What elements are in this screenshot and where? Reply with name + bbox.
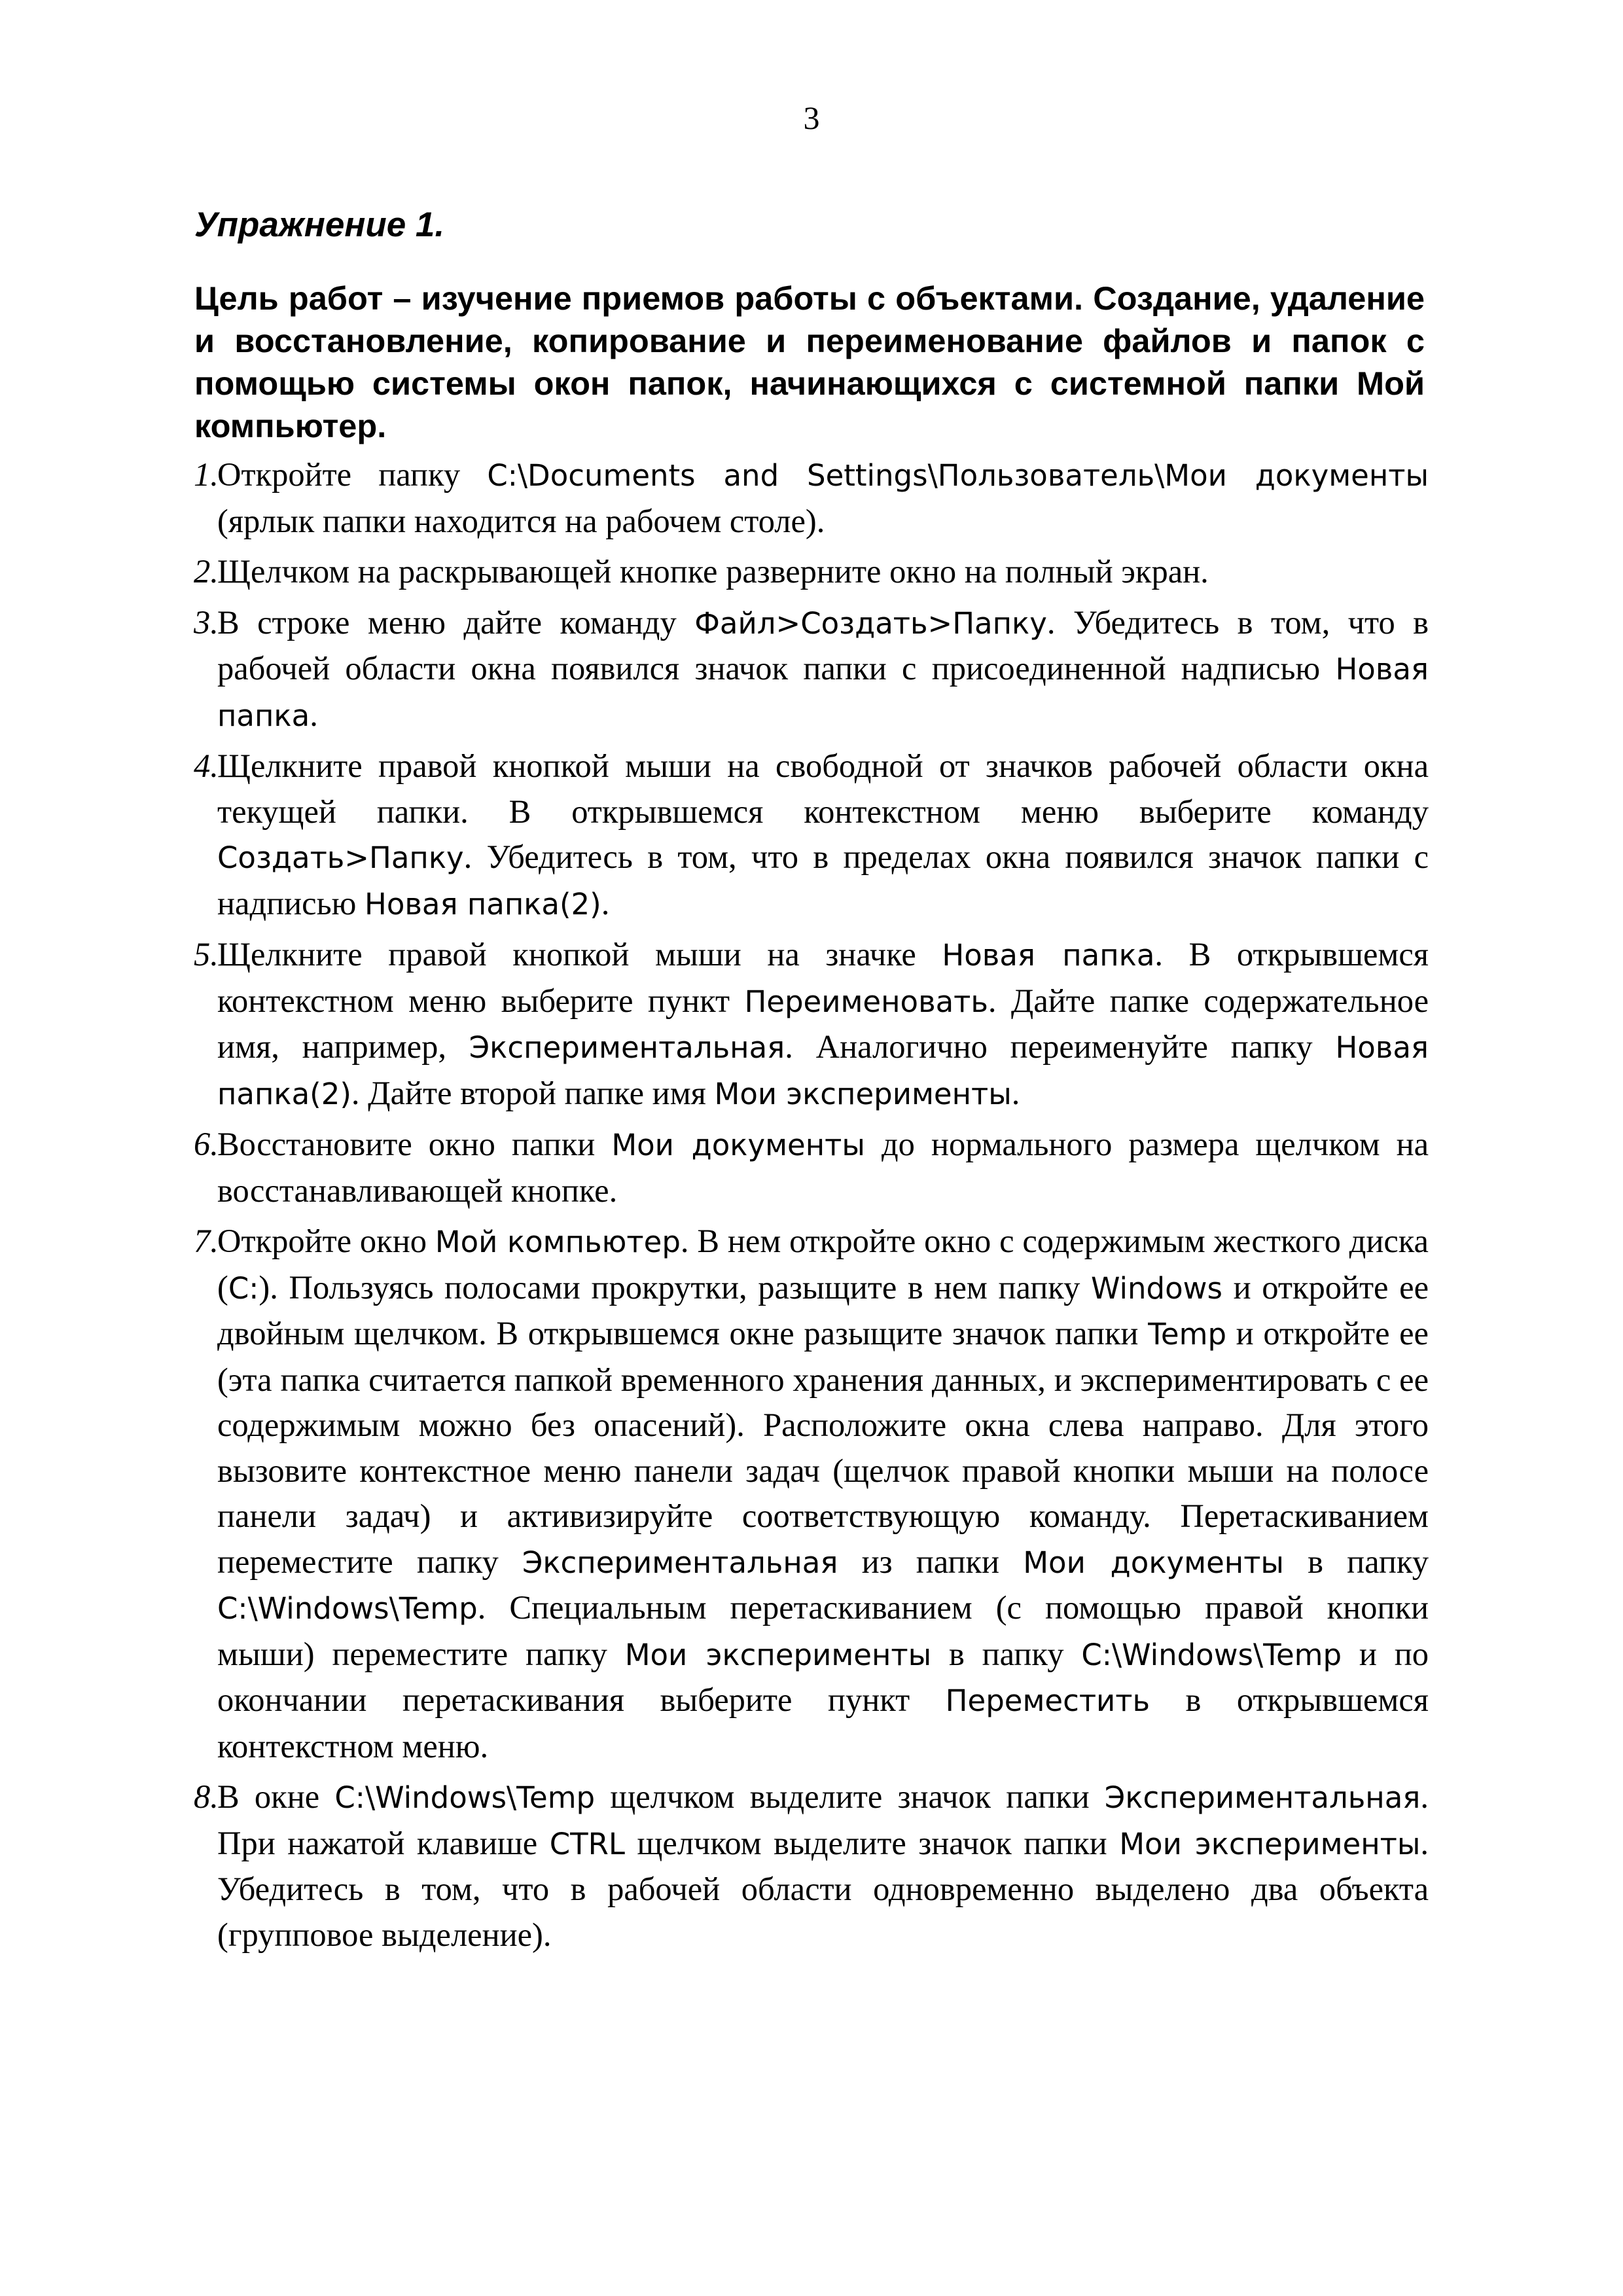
item-number: 8. [194,1778,219,1815]
folder-name-term: Мои документы [611,1128,865,1162]
folder-name-term: Экспериментальная [1104,1780,1421,1815]
drive-term: C: [228,1270,259,1306]
item-text: Щелкните правой кнопкой мыши на значке Новая папка. В открывшемся контекстном меню выберите пункт Переименовать. Дайте папке содержательное имя, например, Экспериментальная. Аналогично переименуйте папку Новая папка(2). Дайте второй папке имя Мои эксперименты. [217,936,1429,1111]
path-term: C:\Documents and Settings\Пользователь\Мои документы [487,458,1429,493]
menu-command-term: Переместить [945,1683,1150,1718]
list-item [194,600,1429,739]
menu-command-term: Файл>Создать>Папку [694,605,1047,641]
path-term: C:\Windows\Temp [217,1591,478,1626]
item-text: Щелкните правой кнопкой мыши на свободной от значков рабочей области окна текущей папки. В открывшемся контекстном меню выберите команду Создать>Папку. Убедитесь в том, что в пределах окна появился значок папки с надписью Новая папка(2). [217,747,1429,922]
path-term: C:\Windows\Temp [334,1780,596,1815]
folder-name-term: Новая папка(2) [217,1030,1429,1111]
instruction-list [194,452,1429,1963]
folder-name-term: Экспериментальная [522,1545,838,1580]
item-number: 3. [194,603,219,641]
list-item [194,932,1429,1117]
menu-command-term: Переименовать [744,984,988,1019]
list-item [194,1774,1429,1958]
item-number: 4. [194,747,219,784]
key-term: CTRL [549,1826,625,1861]
list-item [194,1219,1429,1769]
item-number: 2. [194,553,219,590]
path-term: C:\Windows\Temp [1081,1637,1342,1672]
item-number: 1. [194,456,219,493]
item-number: 5. [194,936,219,973]
item-number: 7. [194,1223,219,1259]
folder-name-term: Temp [1148,1317,1227,1352]
folder-name-term: Экспериментальная [469,1030,785,1065]
folder-name-term: Мой компьютер [435,1225,681,1259]
item-text: Щелчком на раскрывающей кнопке разверните окно на полный экран. [217,553,1209,590]
folder-name-term: Мои эксперименты [624,1637,932,1672]
folder-name-term: Новая папка(2) [364,886,601,922]
folder-name-term: Новая папка [217,652,1429,733]
exercise-heading: Упражнение 1. [194,206,445,244]
list-item [194,744,1429,927]
item-text: В строке меню дайте команду Файл>Создать>Папку. Убедитесь в том, что в рабочей области окна появился значок папки с присоединенной надписью Новая папка. [217,603,1429,733]
page-number: 3 [803,99,820,136]
exercise-goal: Цель работ – изучение приемов работы с объектами. Создание, удаление и восстановление, копирование и переименование файлов и папок с помощью системы окон папок, начинающихся с системной папки Мой компьютер. [194,279,1425,444]
list-item [194,452,1429,544]
item-number: 6. [194,1126,219,1162]
menu-command-term: Создать>Папку [217,840,464,875]
item-text: Откройте окно Мой компьютер. В нем откройте окно с содержимым жесткого диска (C:). Пользуясь полосами прокрутки, разыщите в нем папку Windows и откройте ее двойным щелчком. В открывшемся окне разыщите значок папки Temp и откройте ее (эта папка считается папкой временного хранения данных, и экспериментировать с ее содержимым можно без опасений). Расположите окна слева направо. Для этого вызовите контекстное меню панели задач (щелчок правой кнопки мыши на полосе панели задач) и активизируйте соответствующую команду. Перетаскиванием переместите папку Экспериментальная из папки Мои документы в папку C:\Windows\Temp. Специальным перетаскиванием (с помощью правой кнопки мыши) переместите папку Мои эксперименты в папку C:\Windows\Temp и по окончании перетаскивания выберите пункт Переместить в открывшемся контекстном меню. [217,1223,1429,1765]
folder-name-term: Мои документы [1023,1545,1284,1580]
folder-name-term: Мои эксперименты [714,1076,1012,1111]
folder-name-term: Новая папка [942,938,1155,973]
item-text: Откройте папку C:\Documents and Settings\Пользователь\Мои документы (ярлык папки находится на рабочем столе). [217,456,1429,539]
item-text: В окне C:\Windows\Temp щелчком выделите значок папки Экспериментальная. При нажатой клавише CTRL щелчком выделите значок папки Мои эксперименты. Убедитесь в том, что в рабочей области одновременно выделено два объекта (групповое выделение). [217,1778,1429,1953]
list-item [194,549,1429,595]
folder-name-term: Windows [1091,1270,1222,1306]
list-item [194,1122,1429,1213]
item-text: Восстановите окно папки Мои документы до нормального размера щелчком на восстанавливающей кнопке. [217,1126,1429,1209]
folder-name-term: Мои эксперименты [1119,1826,1421,1861]
